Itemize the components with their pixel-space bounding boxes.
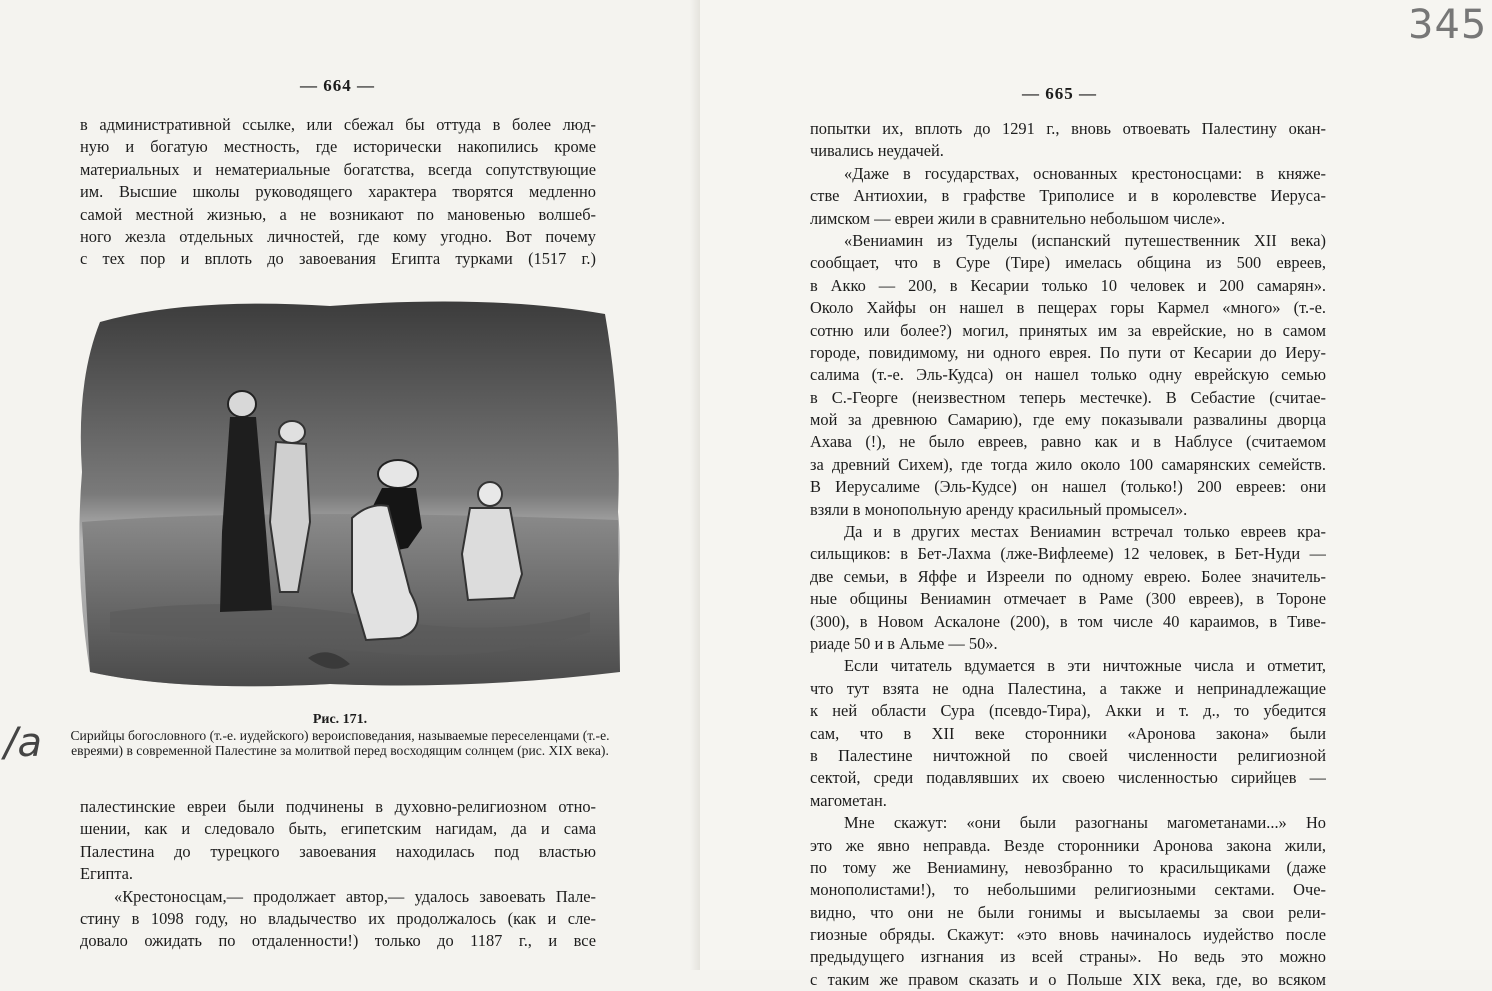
text-line: сообщает, что в Суре (Тире) имелась община из 500 евреев,	[810, 253, 1326, 273]
text-line: Около Хайфы он нашел в пещерах горы Кармел «много» (т.-е.	[810, 298, 1326, 318]
text-line: в С.-Георге (неизвестном теперь местечке). В Себастие (считае-	[810, 387, 1326, 407]
text-line: мой за древнюю Самарию), где ему показывали развалины дворца	[810, 410, 1326, 430]
text-line: две семьи, в Яффе и Изреели по одному еврею. Более значитель-	[810, 566, 1326, 586]
text-line: ные общины Вениамин отмечает в Раме (300 евреев), в Тороне	[810, 589, 1326, 609]
left-text-bottom	[80, 796, 596, 953]
text-line: Египта.	[80, 864, 134, 884]
text-line: городе, повидимому, ни одного еврея. По пути от Кесарии до Иеру-	[810, 342, 1326, 362]
text-line: видно, что они не были гонимы и высылаемы за свои рели-	[810, 902, 1326, 922]
text-line: с таким же правом сказать и о Польше XIX века, где, во всяком	[810, 969, 1326, 989]
text-line: ную и богатую местность, где исторически накопились кроме	[80, 137, 596, 157]
handwritten-margin-mark: /а	[4, 720, 42, 766]
text-line: что тут взята не одна Палестина, а также и непринадлежащие	[810, 678, 1326, 698]
text-line: чивались неудачей.	[810, 141, 944, 161]
text-line: с тех пор и вплоть до завоевания Египта турками (1517 г.)	[80, 249, 596, 269]
text-line: Если читатель вдумается в эти ничтожные числа и отметит,	[844, 656, 1326, 676]
text-line: в административной ссылке, или сбежал бы оттуда в более люд-	[80, 115, 596, 134]
text-line: Мне скажут: «они были разогнаны магометанами...» Но	[844, 813, 1326, 833]
text-line: монополистами!), то небольшими религиозными сектами. Оче-	[810, 880, 1326, 900]
text-line: ного жезла отдельных личностей, где кому угодно. Вот почему	[80, 226, 596, 246]
text-line: в Палестине ничтожной по своей численности религиозной	[810, 745, 1326, 765]
text-line: по тому же Вениамину, невозбранно то красильщиками (даже	[810, 857, 1326, 877]
text-line: довало ожидать по отдаленности!) только до 1187 г., и все	[80, 931, 596, 951]
text-line: взяли в монопольную аренду красильный промысел».	[810, 499, 1188, 519]
text-line: стину в 1098 году, но владычество их продолжалось (как и сле-	[80, 908, 596, 928]
text-line: им. Высшие школы руководящего характера творятся медленно	[80, 182, 596, 202]
text-line: предыдущего изгнания из всей страны». Но ведь это можно	[810, 947, 1326, 967]
text-line: попытки их, вплоть до 1291 г., вновь отвоевать Палестину окан-	[810, 119, 1326, 138]
right-page-number: — 665 —	[1022, 84, 1097, 103]
left-page	[0, 0, 700, 970]
right-text	[810, 118, 1326, 991]
text-line: к ней области Сура (псевдо-Тира), Акки и т. д., то убедится	[810, 701, 1326, 721]
text-line: Палестина до турецкого завоевания находилась под властью	[80, 841, 596, 861]
left-text-top	[80, 114, 596, 271]
text-line: «Даже в государствах, основанных крестоносцами: в княже-	[844, 163, 1326, 183]
text-line: риаде 50 и в Альме — 50».	[810, 633, 998, 653]
text-line: В Иерусалиме (Эль-Кудсе) он нашел (только!) 200 евреев: они	[810, 477, 1326, 497]
text-line: сильщиков: в Бет-Лахма (лже-Вифлееме) 12 человек, в Бет-Нуди —	[810, 544, 1326, 564]
text-line: сотню или более?) могил, принятых им за еврейские, но в самом	[810, 320, 1326, 340]
left-page-number: — 664 —	[300, 76, 375, 95]
figure-caption-block	[70, 712, 610, 758]
text-line: за древний Сихем), где тогда жило около 100 самарянских семейств.	[810, 454, 1326, 474]
text-line: «Крестоносцам,— продолжает автор,— удалось завоевать Пале-	[114, 886, 596, 906]
text-line: лимском — евреи жили в сравнительно небольшом числе».	[810, 208, 1226, 228]
text-line: «Вениамин из Туделы (испанский путешественник XII века)	[844, 230, 1326, 250]
text-line: сам, что в XII веке сторонники «Аронова закона» были	[810, 723, 1326, 743]
text-line: стве Антиохии, в графстве Триполисе и в королевстве Иеруса-	[810, 186, 1326, 206]
text-line: гиозные обряды. Скажут: «это вновь начиналось иудейство после	[810, 925, 1326, 945]
text-line: палестинские евреи были подчинены в духовно-религиозном отно-	[80, 797, 596, 816]
text-line: Ахава (!), не было евреев, равно как и в Наблусе (считаемом	[810, 432, 1326, 452]
text-line: сектой, среди подавлявших их своею численностью сирийцев —	[810, 768, 1326, 788]
text-line: самой местной жизнью, а не возникают по мановенью волшеб-	[80, 204, 596, 224]
text-line: материальных и нематериальные богатства, всегда сопутствующие	[80, 159, 596, 179]
engraving-illustration	[70, 292, 630, 702]
text-line: (300), в Новом Аскалоне (200), в том числе 40 караимов, в Тиве-	[810, 611, 1326, 631]
figure-caption: Сирийцы богословного (т.-е. иудейского) вероисповедания, называемые переселенцами (т.-е. евреями) в современной Палестине за молитвой перед восходящим солнцем (рис. XIX века).	[70, 728, 610, 758]
text-line: Да и в других местах Вениамин встречал только евреев кра-	[844, 522, 1326, 542]
text-line: в Акко — 200, в Кесарии только 10 человек и 200 самарян».	[810, 275, 1326, 295]
figure-label: Рис. 171.	[312, 712, 368, 727]
text-line: это же явно неправда. Везде сторонники Аронова закона жили,	[810, 835, 1326, 855]
handwritten-archive-number: 345	[1408, 2, 1488, 48]
text-line: магометан.	[810, 790, 887, 810]
text-line: салима (т.-е. Эль-Кудса) он нашел только одну еврейскую семью	[810, 365, 1326, 385]
text-line: шении, как и следовало быть, египетским нагидам, да и сама	[80, 819, 596, 839]
